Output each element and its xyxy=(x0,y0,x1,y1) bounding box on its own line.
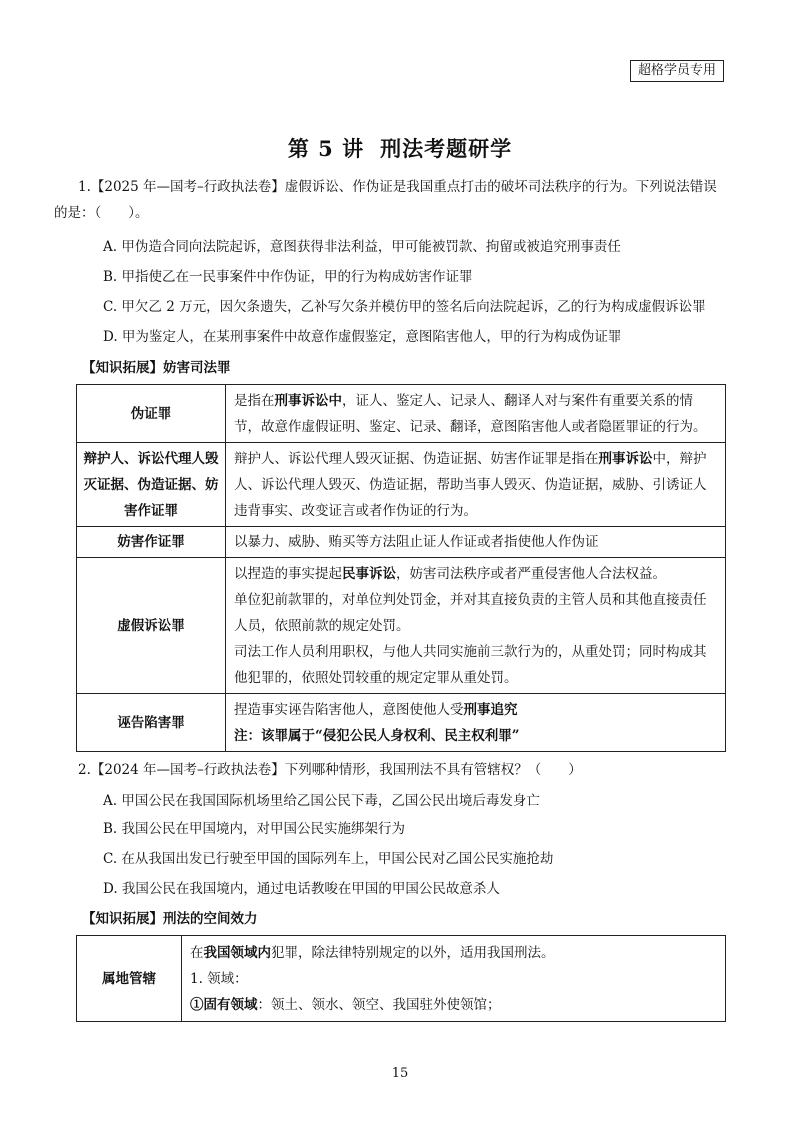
desc-note xyxy=(234,723,717,749)
desc-keyword: 刑事诉讼中 xyxy=(274,392,342,409)
knowledge-table-1 xyxy=(76,384,726,752)
row-name-defender-evidence: 辩护人、诉讼代理人毁灭证据、伪造证据、妨害作证罪 xyxy=(77,443,226,527)
desc-text: ，证人、鉴定人、记录人、翻译人对与案件有重要关系的情节，故意作虚假证明、鉴定、记录、翻译，意图陷害他人或者隐匿罪证的行为。 xyxy=(234,392,707,435)
row-desc-territorial xyxy=(182,936,726,1022)
desc-text: 以捏造的事实提起 xyxy=(234,565,342,582)
table-row xyxy=(77,558,726,694)
desc-text: ，妨害司法秩序或者严重侵害他人合法权益。 xyxy=(396,565,666,582)
row-desc-perjury xyxy=(226,385,726,443)
desc-text: 在 xyxy=(190,944,204,961)
row-name-obstruct-testimony: 妨害作证罪 xyxy=(77,527,226,558)
desc-text: 犯罪，除法律特别规定的以外，适用我国刑法。 xyxy=(271,944,555,961)
question-2-option-a: A. 甲国公民在我国国际机场里给乙国公民下毒，乙国公民出境后毒发身亡 xyxy=(103,793,540,809)
lecture-topic: 刑法考题研学 xyxy=(380,136,513,161)
desc-paragraph: 司法工作人员利用职权，与他人共同实施前三款行为的，从重处罚；同时构成其他犯罪的，依照处罚较重的规定定罪从重处罚。 xyxy=(234,643,707,686)
page-number: 15 xyxy=(391,1066,409,1081)
desc-text: 捏造事实诬告陷害他人，意图使他人受 xyxy=(234,701,464,718)
lecture-number: 第 5 讲 xyxy=(287,136,365,161)
table-row xyxy=(77,694,726,752)
row-name-false-accusation: 诬告陷害罪 xyxy=(77,694,226,752)
desc-keyword: 民事诉讼 xyxy=(342,565,396,582)
knowledge-heading-2: 【知识拓展】刑法的空间效力 xyxy=(82,911,258,927)
row-name-false-litigation: 虚假诉讼罪 xyxy=(77,558,226,694)
row-desc-false-litigation xyxy=(226,558,726,694)
desc-keyword: 刑事追究 xyxy=(463,701,518,718)
question-2-option-c: C. 在从我国出发已行驶至甲国的国际列车上，甲国公民对乙国公民实施抢劫 xyxy=(103,851,554,867)
table-row xyxy=(77,385,726,443)
desc-keyword: 我国领域内 xyxy=(203,944,271,961)
question-1-option-a: A. 甲伪造合同向法院起诉，意图获得非法利益，甲可能被罚款、拘留或被追究刑事责任 xyxy=(103,239,621,255)
question-2-stem: 2.【2024 年—国考–行政执法卷】下列哪种情形，我国刑法不具有管辖权？（ ） xyxy=(78,762,582,778)
question-1-stem-line2: 的是：（ ）。 xyxy=(54,205,149,221)
desc-text: 是指在 xyxy=(234,392,275,409)
note-text: 注：该罪属于“侵犯公民人身权利、民主权利罪” xyxy=(234,727,520,744)
row-name-territorial: 属地管辖 xyxy=(77,936,182,1022)
question-2-option-b: B. 我国公民在甲国境内，对甲国公民实施绑架行为 xyxy=(103,821,406,837)
lecture-title xyxy=(0,133,800,163)
table-row xyxy=(77,936,726,1022)
row-desc-false-accusation xyxy=(226,694,726,752)
knowledge-heading-1: 【知识拓展】妨害司法罪 xyxy=(82,360,231,376)
desc-keyword: 刑事诉讼 xyxy=(598,450,653,467)
row-desc-defender-evidence xyxy=(226,443,726,527)
desc-keyword: ①固有领域 xyxy=(190,996,258,1013)
desc-paragraph xyxy=(190,992,717,1018)
question-1-option-d: D. 甲为鉴定人，在某刑事案件中故意作虚假鉴定，意图陷害他人，甲的行为构成伪证罪 xyxy=(103,329,622,345)
question-2-option-d: D. 我国公民在我国境内，通过电话教唆在甲国的甲国公民故意杀人 xyxy=(103,881,500,897)
question-1-option-b: B. 甲指使乙在一民事案件中作伪证，甲的行为构成妨害作证罪 xyxy=(103,269,473,285)
question-1-option-c: C. 甲欠乙 2 万元，因欠条遗失，乙补写欠条并模仿甲的签名后向法院起诉，乙的行为构成虚假诉讼罪 xyxy=(103,299,706,315)
desc-paragraph: 1. 领域： xyxy=(190,970,248,987)
desc-text: ：领土、领水、领空、我国驻外使领馆； xyxy=(257,996,501,1013)
badge-exclusive: 超格学员专用 xyxy=(630,60,724,82)
desc-text: 中，辩护人、诉讼代理人毁灭、伪造证据，帮助当事人毁灭、伪造证据，威胁、引诱证人违背事实、改变证言或者作伪证的行为。 xyxy=(234,450,707,519)
table-row xyxy=(77,443,726,527)
row-name-perjury: 伪证罪 xyxy=(77,385,226,443)
desc-text: 辩护人、诉讼代理人毁灭证据、伪造证据、妨害作证罪是指在 xyxy=(234,450,599,467)
question-1-stem xyxy=(54,174,728,226)
desc-paragraph xyxy=(234,561,717,587)
row-desc-obstruct-testimony: 以暴力、威胁、贿买等方法阻止证人作证或者指使他人作伪证 xyxy=(226,527,726,558)
desc-paragraph xyxy=(234,697,717,723)
desc-paragraph xyxy=(190,940,717,966)
knowledge-table-2 xyxy=(76,935,726,1022)
desc-paragraph: 单位犯前款罪的，对单位判处罚金，并对其直接负责的主管人员和其他直接责任人员，依照前款的规定处罚。 xyxy=(234,591,707,634)
table-row xyxy=(77,527,726,558)
question-1-stem-line1: 1.【2025 年—国考–行政执法卷】虚假诉讼、作伪证是我国重点打击的破坏司法秩序的行为。下列说法错误 xyxy=(78,179,717,195)
